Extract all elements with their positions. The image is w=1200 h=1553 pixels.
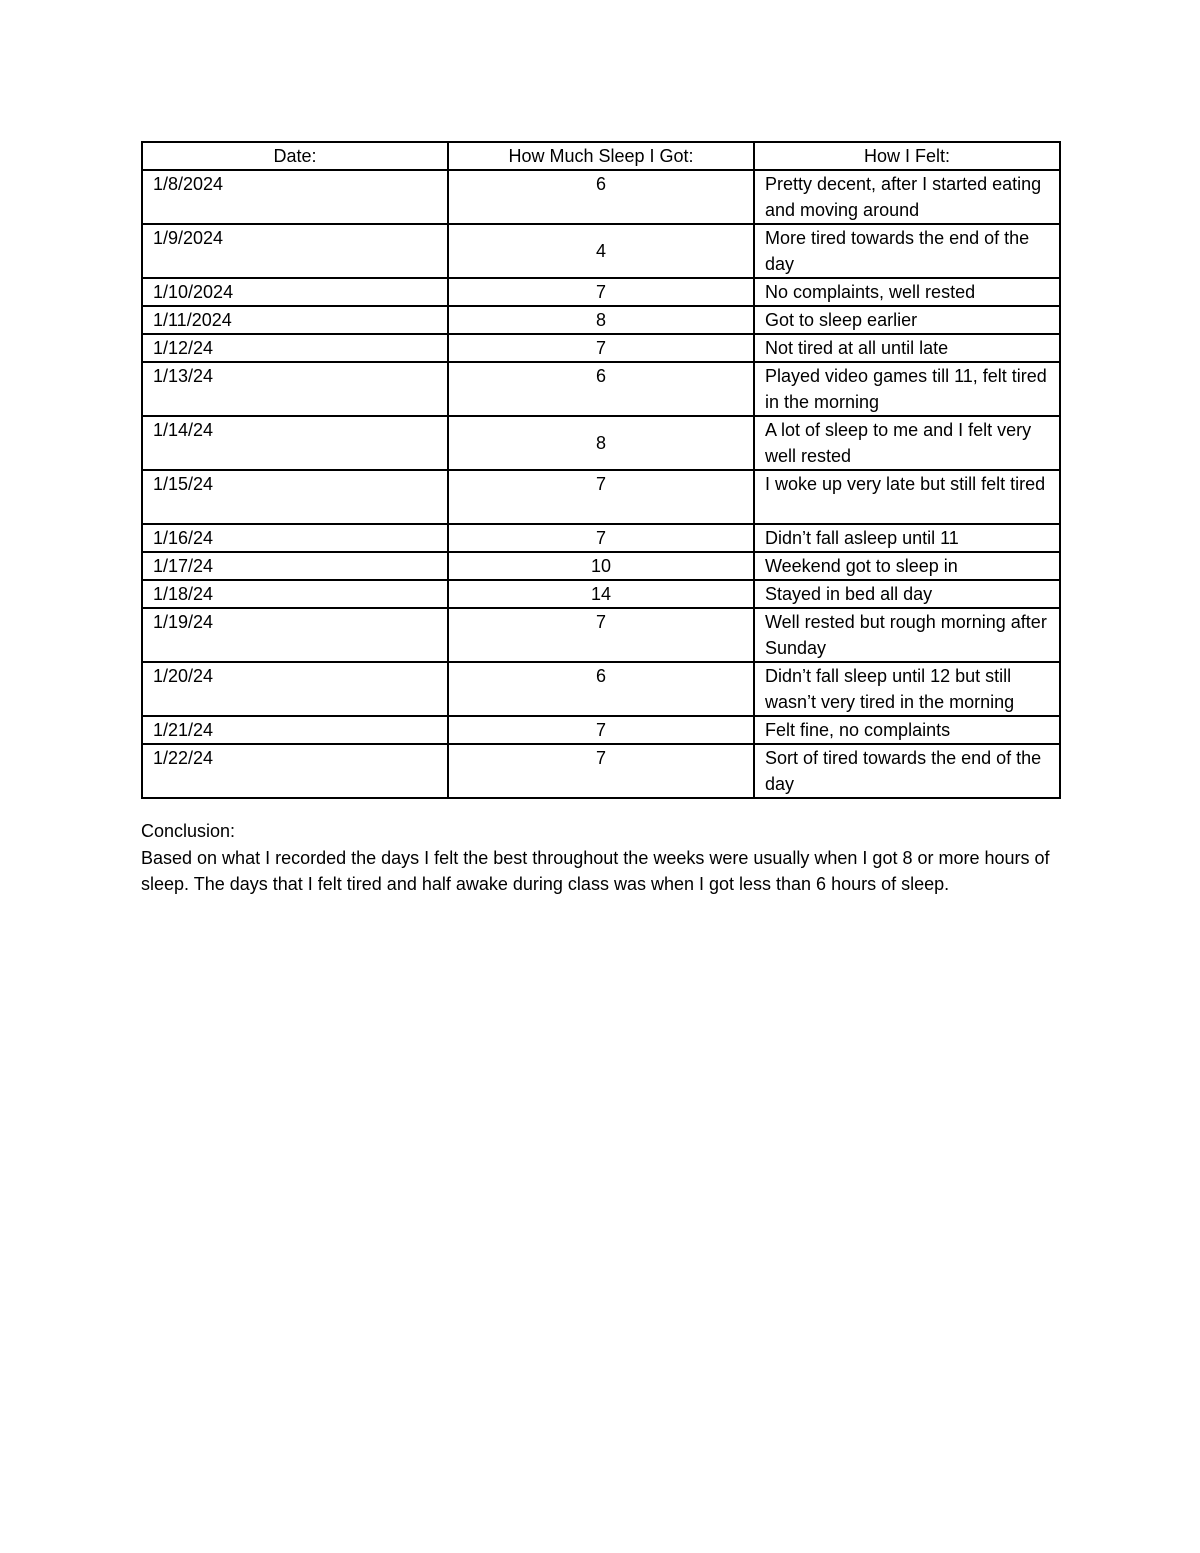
hours-cell: 6 [448,662,754,716]
date-cell: 1/13/24 [142,362,448,416]
header-date: Date: [142,142,448,170]
date-cell: 1/16/24 [142,524,448,552]
date-cell: 1/10/2024 [142,278,448,306]
conclusion-body: Based on what I recorded the days I felt the best throughout the weeks were usually when I got 8 or more hours of sleep. The days that I felt tired and half awake during class was when I got less than 6 hours of sleep. [141,847,1050,894]
hours-cell: 14 [448,580,754,608]
felt-cell: I woke up very late but still felt tired [754,470,1060,524]
date-cell: 1/22/24 [142,744,448,798]
felt-cell: Pretty decent, after I started eating and moving around [754,170,1060,224]
hours-cell: 8 [448,306,754,334]
felt-cell: Didn’t fall asleep until 11 [754,524,1060,552]
table-row [142,224,1060,278]
felt-cell: More tired towards the end of the day [754,224,1060,278]
header-hours: How Much Sleep I Got: [448,142,754,170]
table-row [142,552,1060,580]
table-row [142,470,1060,524]
conclusion-section [141,818,1061,898]
felt-cell: Weekend got to sleep in [754,552,1060,580]
date-cell: 1/8/2024 [142,170,448,224]
felt-cell: Felt fine, no complaints [754,716,1060,744]
table-row [142,334,1060,362]
felt-cell: Stayed in bed all day [754,580,1060,608]
hours-cell: 4 [448,224,754,278]
table-row [142,580,1060,608]
felt-cell: A lot of sleep to me and I felt very well rested [754,416,1060,470]
hours-cell: 7 [448,334,754,362]
hours-cell: 7 [448,716,754,744]
hours-cell: 6 [448,362,754,416]
date-cell: 1/19/24 [142,608,448,662]
hours-cell: 8 [448,416,754,470]
table-row [142,170,1060,224]
table-row [142,524,1060,552]
table-row [142,608,1060,662]
header-felt: How I Felt: [754,142,1060,170]
date-cell: 1/17/24 [142,552,448,580]
felt-cell: Didn’t fall sleep until 12 but still wasn’t very tired in the morning [754,662,1060,716]
felt-cell: Got to sleep earlier [754,306,1060,334]
date-cell: 1/11/2024 [142,306,448,334]
conclusion-heading: Conclusion: [141,821,236,841]
felt-cell: Sort of tired towards the end of the day [754,744,1060,798]
felt-cell: Played video games till 11, felt tired in the morning [754,362,1060,416]
date-cell: 1/15/24 [142,470,448,524]
table-row [142,662,1060,716]
hours-cell: 7 [448,744,754,798]
date-cell: 1/21/24 [142,716,448,744]
table-row [142,362,1060,416]
hours-cell: 10 [448,552,754,580]
hours-cell: 7 [448,608,754,662]
sleep-log-table [141,141,1061,799]
table-row [142,716,1060,744]
hours-cell: 7 [448,278,754,306]
table-row [142,744,1060,798]
felt-cell: Not tired at all until late [754,334,1060,362]
felt-cell: No complaints, well rested [754,278,1060,306]
table-row [142,306,1060,334]
date-cell: 1/14/24 [142,416,448,470]
date-cell: 1/12/24 [142,334,448,362]
hours-cell: 7 [448,470,754,524]
table-header-row [142,142,1060,170]
felt-cell: Well rested but rough morning after Sunday [754,608,1060,662]
hours-cell: 6 [448,170,754,224]
date-cell: 1/18/24 [142,580,448,608]
hours-cell: 7 [448,524,754,552]
table-row [142,278,1060,306]
table-row [142,416,1060,470]
date-cell: 1/9/2024 [142,224,448,278]
date-cell: 1/20/24 [142,662,448,716]
